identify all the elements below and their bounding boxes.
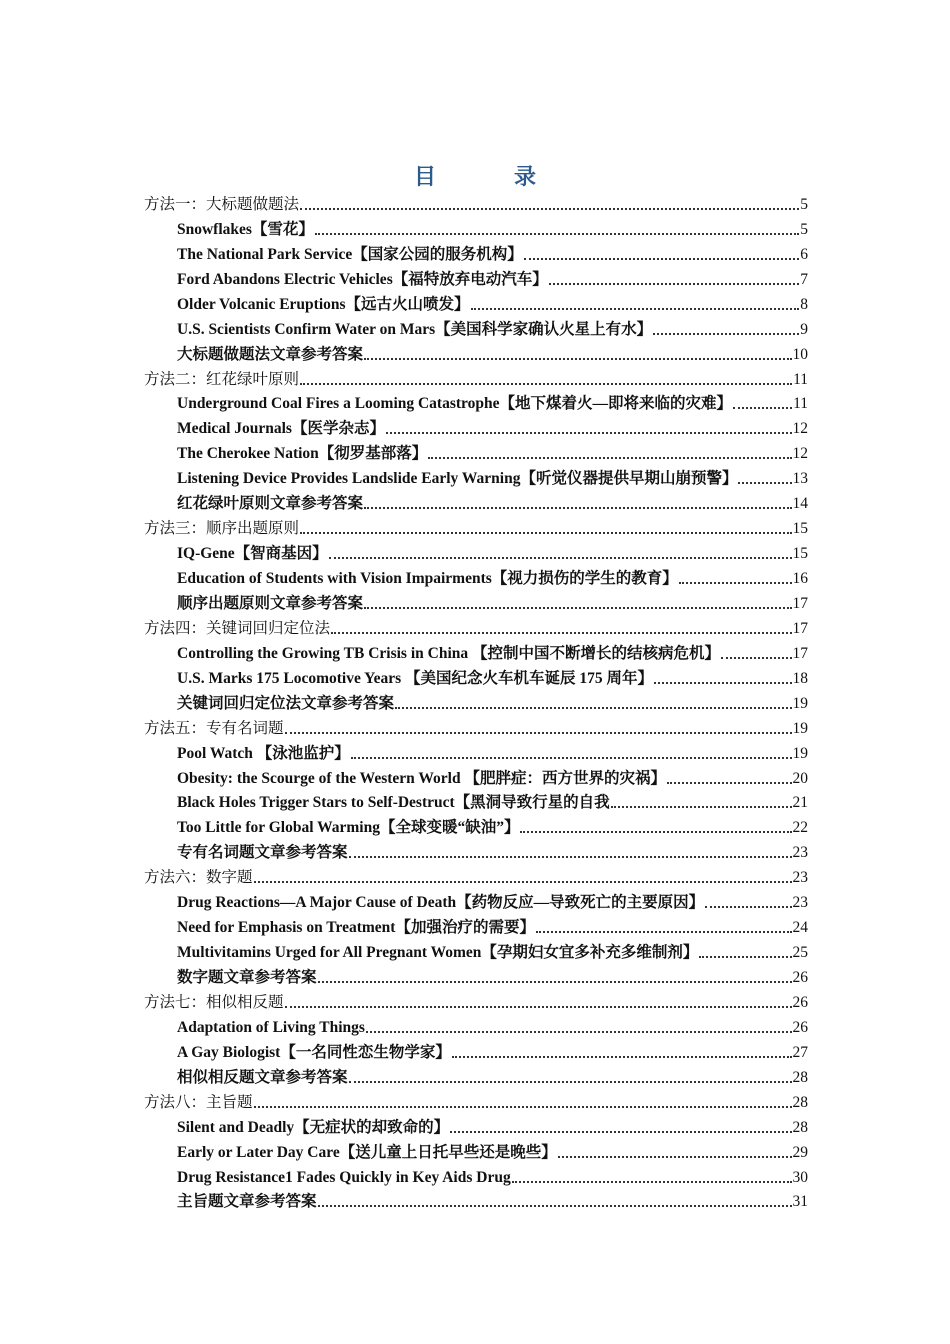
toc-entry-label: Controlling the Growing TB Crisis in China 【控制中国不断增长的结核病危机】 (177, 644, 720, 662)
dot-leader (366, 1031, 792, 1033)
toc-page-number: 18 (792, 669, 808, 687)
toc-page-number: 25 (792, 944, 808, 962)
toc-entry-row[interactable] (144, 789, 808, 814)
toc-entry-label: The Cherokee Nation【彻罗基部落】 (177, 445, 428, 463)
toc-entry-row[interactable] (144, 938, 808, 963)
dot-leader (349, 1081, 792, 1083)
toc-page-number: 8 (800, 295, 808, 313)
toc-entry-label: 方法六：数字题 (144, 869, 253, 887)
dot-leader (364, 358, 791, 360)
dot-leader (285, 732, 792, 734)
dot-leader (536, 931, 792, 933)
toc-entry-label: 数字题文章参考答案 (177, 969, 317, 986)
dot-leader (679, 582, 792, 584)
dot-leader (254, 1106, 792, 1108)
toc-entry-row[interactable] (144, 215, 808, 240)
toc-entry-row[interactable] (144, 689, 808, 714)
toc-page-number: 15 (792, 545, 808, 563)
toc-title: 目 录 (413, 164, 564, 189)
toc-page-number: 23 (792, 844, 808, 862)
toc-entry-label: 专有名词题文章参考答案 (177, 844, 348, 862)
toc-page-number: 6 (800, 245, 808, 263)
dot-leader (386, 432, 792, 434)
toc-entry-row[interactable] (144, 1113, 808, 1138)
toc-entry-row[interactable] (144, 464, 808, 489)
dot-leader (331, 632, 791, 634)
toc-entry-label: Pool Watch 【泳池监护】 (177, 744, 350, 762)
toc-entry-label: Adaptation of Living Things (177, 1018, 365, 1036)
toc-section-row[interactable] (144, 714, 808, 739)
toc-page-number: 17 (792, 594, 808, 612)
toc-entry-row[interactable] (144, 315, 808, 340)
dot-leader (364, 507, 791, 509)
toc-entry-label: Underground Coal Fires a Looming Catastrophe【地下煤着火—即将来临的灾难】 (177, 395, 733, 413)
toc-entry-label: Listening Device Provides Landslide Early Warning【听觉仪器提供早期山崩预警】 (177, 470, 738, 488)
toc-page-number: 28 (792, 1093, 808, 1111)
toc-entry-row[interactable] (144, 1038, 808, 1063)
toc-entry-label: 方法七：相似相反题 (144, 993, 284, 1011)
toc-entry-label: Snowflakes【雪花】 (177, 220, 314, 238)
toc-entry-label: Obesity: the Scourge of the Western World 【肥胖症：西方世界的灾祸】 (177, 769, 666, 787)
dot-leader (654, 682, 791, 684)
toc-entry-row[interactable] (144, 813, 808, 838)
toc-section-row[interactable] (144, 614, 808, 639)
dot-leader (364, 607, 791, 609)
toc-page-number: 31 (792, 1193, 808, 1211)
dot-leader (452, 1056, 792, 1058)
dot-leader (558, 1156, 792, 1158)
toc-page-number: 11 (793, 370, 808, 388)
toc-entry-row[interactable] (144, 913, 808, 938)
toc-page-number: 10 (792, 345, 808, 363)
toc-entry-row[interactable] (144, 489, 808, 514)
toc-entry-label: 方法八：主旨题 (144, 1093, 253, 1111)
toc-entry-label: U.S. Scientists Confirm Water on Mars【美国科学家确认火星上有水】 (177, 320, 653, 338)
toc-entry-row[interactable] (144, 639, 808, 664)
toc-entry-label: 红花绿叶原则文章参考答案 (177, 495, 364, 513)
toc-entry-row[interactable] (144, 888, 808, 913)
dot-leader (705, 906, 791, 908)
toc-section-row[interactable] (144, 863, 808, 888)
toc-page-number: 28 (792, 1118, 808, 1136)
toc-page-number: 17 (792, 644, 808, 662)
dot-leader (653, 333, 799, 335)
toc-entry-row[interactable] (144, 265, 808, 290)
toc-page-number: 12 (792, 445, 808, 463)
toc-entry-row[interactable] (144, 340, 808, 365)
toc-entry-row[interactable] (144, 838, 808, 863)
toc-page-number: 16 (792, 570, 808, 587)
toc-section-row[interactable] (144, 190, 808, 215)
dot-leader (721, 657, 792, 659)
toc-section-row[interactable] (144, 988, 808, 1013)
toc-entry-row[interactable] (144, 564, 808, 589)
toc-entry-label: 关键词回归定位法文章参考答案 (177, 694, 395, 712)
toc-page-number: 19 (792, 694, 808, 712)
dot-leader (315, 233, 799, 235)
toc-page-number: 26 (792, 1018, 808, 1036)
toc-entry-label: The National Park Service【国家公园的服务机构】 (177, 245, 523, 263)
toc-entry-label: U.S. Marks 175 Locomotive Years 【美国纪念火车机车诞辰 175 周年】 (177, 669, 654, 687)
toc-page-number: 13 (792, 470, 808, 488)
toc-entry-label: Medical Journals【医学杂志】 (177, 420, 385, 438)
toc-entry-row[interactable] (144, 589, 808, 614)
toc-entry-row[interactable] (144, 963, 808, 988)
toc-page-number: 23 (792, 869, 808, 887)
dot-leader (667, 782, 792, 784)
toc-entry-label: Black Holes Trigger Stars to Self-Destruct【黑洞导致行星的自我 (177, 794, 610, 812)
toc-entry-label: 顺序出题原则文章参考答案 (177, 594, 364, 612)
toc-entry-label: Ford Abandons Electric Vehicles【福特放弃电动汽车】 (177, 270, 548, 288)
toc-entry-row[interactable] (144, 1188, 808, 1213)
dot-leader (318, 981, 792, 983)
toc-page-number: 12 (792, 420, 808, 438)
toc-page-number: 14 (792, 495, 808, 513)
toc-entry-row[interactable] (144, 1063, 808, 1088)
toc-page-number: 9 (800, 320, 808, 338)
toc-entry-label: 方法一：大标题做题法 (144, 195, 300, 213)
toc-page-number: 28 (792, 1068, 808, 1086)
toc-entry-row[interactable] (144, 664, 808, 689)
dot-leader (512, 1181, 792, 1183)
dot-leader (329, 557, 792, 559)
toc-page-number: 21 (792, 794, 808, 812)
toc-section-row[interactable] (144, 1088, 808, 1113)
toc-entry-label: 大标题做题法文章参考答案 (177, 345, 364, 363)
dot-leader (349, 856, 792, 858)
toc-page-number: 26 (792, 969, 808, 986)
toc-entry-row[interactable] (144, 1013, 808, 1038)
dot-leader (300, 208, 799, 210)
dot-leader (318, 1205, 792, 1207)
toc-page-number: 30 (792, 1168, 808, 1186)
toc-entry-label: Too Little for Global Warming【全球变暖“缺油”】 (177, 819, 520, 837)
toc-entry-row[interactable] (144, 739, 808, 764)
dot-leader (395, 707, 791, 709)
toc-page-number: 19 (792, 719, 808, 737)
toc-entry-row[interactable] (144, 1163, 808, 1188)
toc-page-number: 23 (792, 894, 808, 912)
dot-leader (300, 383, 792, 385)
dot-leader (611, 806, 792, 808)
toc-page-number: 26 (792, 993, 808, 1011)
dot-leader (549, 283, 800, 285)
toc-entry-row[interactable] (144, 414, 808, 439)
toc-entry-label: 方法四：关键词回归定位法 (144, 619, 331, 637)
dot-leader (300, 532, 791, 534)
toc-entry-label: Multivitamins Urged for All Pregnant Women【孕期妇女宜多补充多维制剂】 (177, 944, 699, 962)
toc-page-number: 5 (800, 220, 808, 238)
dot-leader (733, 407, 792, 409)
dot-leader (524, 258, 800, 260)
dot-leader (471, 308, 800, 310)
dot-leader (738, 482, 791, 484)
toc-entry-row[interactable] (144, 539, 808, 564)
toc-page-number: 29 (792, 1143, 808, 1161)
toc-entry-label: 相似相反题文章参考答案 (177, 1068, 348, 1086)
dot-leader (285, 1006, 792, 1008)
toc-entry-label: 主旨题文章参考答案 (177, 1193, 317, 1211)
dot-leader (351, 757, 792, 759)
toc-entry-label: Early or Later Day Care【送儿童上日托早些还是晚些】 (177, 1143, 557, 1161)
toc-page-number: 7 (800, 270, 808, 288)
toc-entry-row[interactable] (144, 240, 808, 265)
toc-page-number: 27 (792, 1043, 808, 1061)
toc-page-number: 11 (793, 395, 808, 413)
toc-entry-label: IQ-Gene【智商基因】 (177, 545, 328, 563)
dot-leader (520, 831, 791, 833)
toc-page-number: 19 (792, 744, 808, 762)
toc-entry-row[interactable] (144, 1138, 808, 1163)
toc-section-row[interactable] (144, 365, 808, 390)
dot-leader (254, 881, 792, 883)
toc-page-number: 24 (792, 919, 808, 937)
toc-entry-label: 方法五：专有名词题 (144, 719, 284, 737)
toc-entry-label: 方法二：红花绿叶原则 (144, 370, 300, 388)
toc-page-number: 5 (800, 195, 808, 213)
toc-entry-label: Drug Reactions—A Major Cause of Death【药物反应—导致死亡的主要原因】 (177, 894, 705, 912)
toc-entry-row[interactable] (144, 290, 808, 315)
toc-section-row[interactable] (144, 514, 808, 539)
toc-entry-label: Need for Emphasis on Treatment【加强治疗的需要】 (177, 919, 535, 937)
dot-leader (450, 1131, 791, 1133)
dot-leader (428, 457, 791, 459)
toc-entry-label: A Gay Biologist【一名同性恋生物学家】 (177, 1043, 451, 1061)
toc-entry-row[interactable] (144, 764, 808, 789)
table-of-contents (144, 190, 808, 1212)
toc-entry-row[interactable] (144, 439, 808, 464)
toc-page-number: 22 (792, 819, 808, 837)
toc-entry-row[interactable] (144, 390, 808, 415)
toc-entry-label: Education of Students with Vision Impairments【视力损伤的学生的教育】 (177, 570, 678, 587)
dot-leader (699, 956, 791, 958)
toc-page-number: 15 (792, 520, 808, 538)
toc-entry-label: Drug Resistance1 Fades Quickly in Key Aids Drug (177, 1168, 511, 1186)
toc-page-number: 20 (792, 769, 808, 787)
toc-entry-label: 方法三：顺序出题原则 (144, 520, 300, 538)
toc-page-number: 17 (792, 619, 808, 637)
toc-entry-label: Older Volcanic Eruptions【远古火山喷发】 (177, 295, 470, 313)
toc-entry-label: Silent and Deadly【无症状的却致命的】 (177, 1118, 450, 1136)
